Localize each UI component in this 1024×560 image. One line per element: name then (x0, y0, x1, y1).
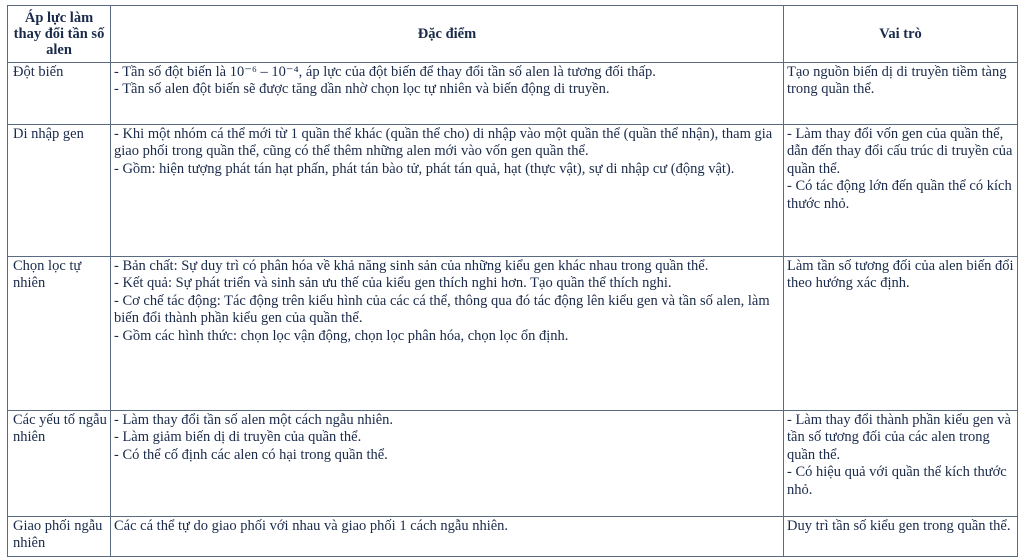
role-cell (784, 411, 1018, 517)
feature-item: - Gồm các hình thức: chọn lọc vận động, chọn lọc phân hóa, chọn lọc ổn định. (114, 327, 569, 344)
header-row (8, 6, 1018, 63)
role-item: - Làm thay đổi vốn gen của quần thể, dẫn đến thay đổi cấu trúc di truyền của quần thể. (787, 126, 1013, 177)
feature-item: - Làm giảm biến dị di truyền của quần thể. (114, 429, 362, 446)
header-factor: Áp lực làm thay đổi tần số alen (8, 6, 111, 63)
table-row (8, 517, 1018, 557)
role-item: Duy trì tần số kiểu gen trong quần thể. (787, 518, 1011, 534)
table-row (8, 257, 1018, 411)
role-cell (784, 257, 1018, 411)
header-role: Vai trò (784, 6, 1018, 63)
feature-item: Các cá thể tự do giao phối với nhau và giao phối 1 cách ngẫu nhiên. (114, 518, 509, 534)
feature-cell (111, 411, 784, 517)
role-cell (784, 125, 1018, 257)
feature-cell (111, 257, 784, 411)
factor-name: Các yếu tố ngẫu nhiên (8, 411, 111, 517)
role-item: - Làm thay đổi thành phần kiểu gen và tần số tương đối của các alen trong quần thể. (787, 412, 1011, 463)
feature-cell (111, 125, 784, 257)
table-row (8, 411, 1018, 517)
role-item: Tạo nguồn biến dị di truyền tiềm tàng trong quần thể. (787, 64, 1007, 98)
role-item: - Có hiệu quả với quần thể kích thước nhỏ. (787, 464, 1007, 498)
feature-item: - Tần số alen đột biến sẽ được tăng dần nhờ chọn lọc tự nhiên và biến động di truyền. (114, 81, 610, 98)
role-cell (784, 517, 1018, 557)
role-item: Làm tần số tương đối của alen biến đổi theo hướng xác định. (787, 258, 1014, 292)
evolution-factors-table (7, 5, 1018, 557)
feature-item: - Có thể cố định các alen có hại trong quần thể. (114, 446, 388, 463)
feature-cell (111, 63, 784, 125)
table-row (8, 125, 1018, 257)
role-cell (784, 63, 1018, 125)
document (7, 5, 1018, 557)
table-row (8, 63, 1018, 125)
header-features: Đặc điểm (111, 6, 784, 63)
feature-item: - Tần số đột biến là 10⁻⁶ – 10⁻⁴, áp lực của đột biến để thay đổi tần số alen là tương đối thấp. (114, 64, 656, 80)
feature-item: - Bản chất: Sự duy trì có phân hóa về khả năng sinh sản của những kiểu gen khác nhau trong quần thể. (114, 258, 709, 274)
feature-item: - Gồm: hiện tượng phát tán hạt phấn, phát tán bào tử, phát tán quả, hạt (thực vật), sự di nhập cư (động vật). (114, 160, 735, 177)
factor-name: Đột biến (8, 63, 111, 125)
factor-name: Giao phối ngẫu nhiên (8, 517, 111, 557)
feature-item: - Cơ chế tác động: Tác động trên kiểu hình của các cá thể, thông qua đó tác động lên kiểu gen và tần số alen, làm biến đổi thành phần kiểu gen của quần thể. (114, 292, 770, 327)
feature-item: - Làm thay đổi tần số alen một cách ngẫu nhiên. (114, 412, 394, 428)
table-body (8, 63, 1018, 557)
role-item: - Có tác động lớn đến quần thể có kích thước nhỏ. (787, 178, 1012, 212)
feature-cell (111, 517, 784, 557)
feature-item: - Khi một nhóm cá thể mới từ 1 quần thể khác (quần thể cho) di nhập vào một quần thể (quần thể nhận), tham gia giao phối trong quần thể, cũng có thể thêm những alen mới vào vốn gen quần thể. (114, 126, 773, 160)
factor-name: Di nhập gen (8, 125, 111, 257)
factor-name: Chọn lọc tự nhiên (8, 257, 111, 411)
feature-item: - Kết quả: Sự phát triển và sinh sản ưu thế của kiểu gen thích nghi hơn. Tạo quần thể thích nghi. (114, 275, 672, 292)
